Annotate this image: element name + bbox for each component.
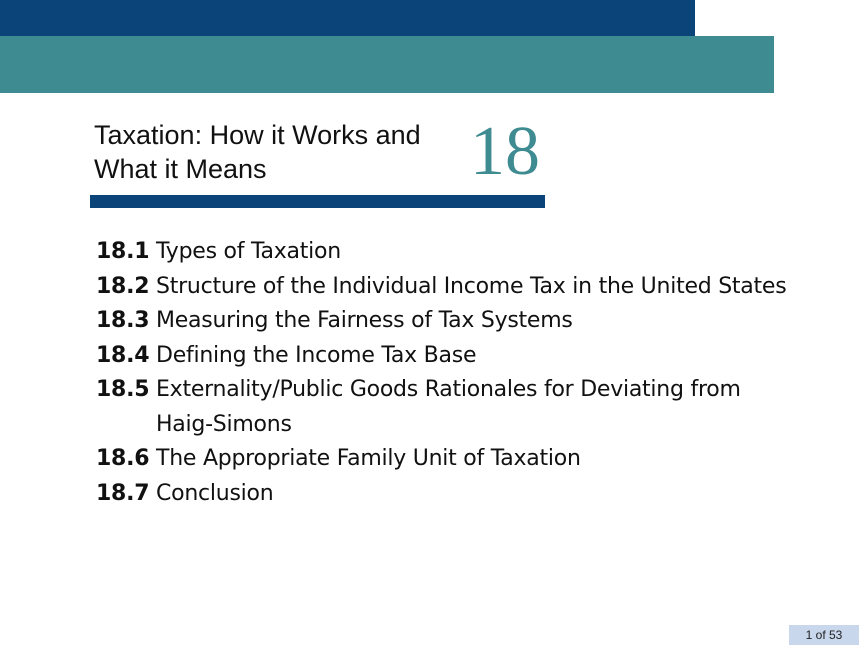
chapter-number: 18 [470, 113, 540, 190]
chapter-title-line: Taxation: How it Works and [94, 120, 421, 150]
header-bar-teal [0, 36, 774, 93]
chapter-title-line: What it Means [94, 154, 267, 184]
toc-item [96, 270, 796, 305]
table-of-contents [96, 235, 796, 511]
toc-item-number: 18.6 [96, 446, 150, 471]
toc-item-number: 18.5 [96, 377, 150, 402]
toc-item-text: Conclusion [156, 480, 274, 506]
toc-item [96, 442, 796, 477]
toc-item-text: Measuring the Fairness of Tax Systems [156, 308, 573, 333]
toc-item-text: Types of Taxation [156, 239, 341, 264]
header-bar-navy [0, 0, 695, 36]
toc-item-text: Externality/Public Goods Rationales for Deviating from Haig-Simons [156, 377, 741, 437]
chapter-title [94, 118, 454, 186]
toc-item-number: 18.2 [96, 273, 150, 299]
toc-item [96, 304, 796, 339]
toc-item-text: Structure of the Individual Income Tax in the United States [156, 273, 787, 299]
toc-item-number: 18.3 [96, 308, 150, 333]
toc-item-number: 18.1 [96, 239, 150, 264]
toc-item-number: 18.4 [96, 342, 150, 368]
toc-item-number: 18.7 [96, 480, 150, 506]
toc-item [96, 235, 796, 270]
title-underline-bar [90, 195, 545, 208]
toc-item [96, 477, 796, 512]
toc-item-text: Defining the Income Tax Base [156, 342, 477, 368]
toc-item-text: The Appropriate Family Unit of Taxation [156, 446, 581, 471]
toc-item [96, 373, 796, 442]
page-indicator[interactable]: 1 of 53 [789, 625, 859, 645]
toc-item [96, 339, 796, 374]
